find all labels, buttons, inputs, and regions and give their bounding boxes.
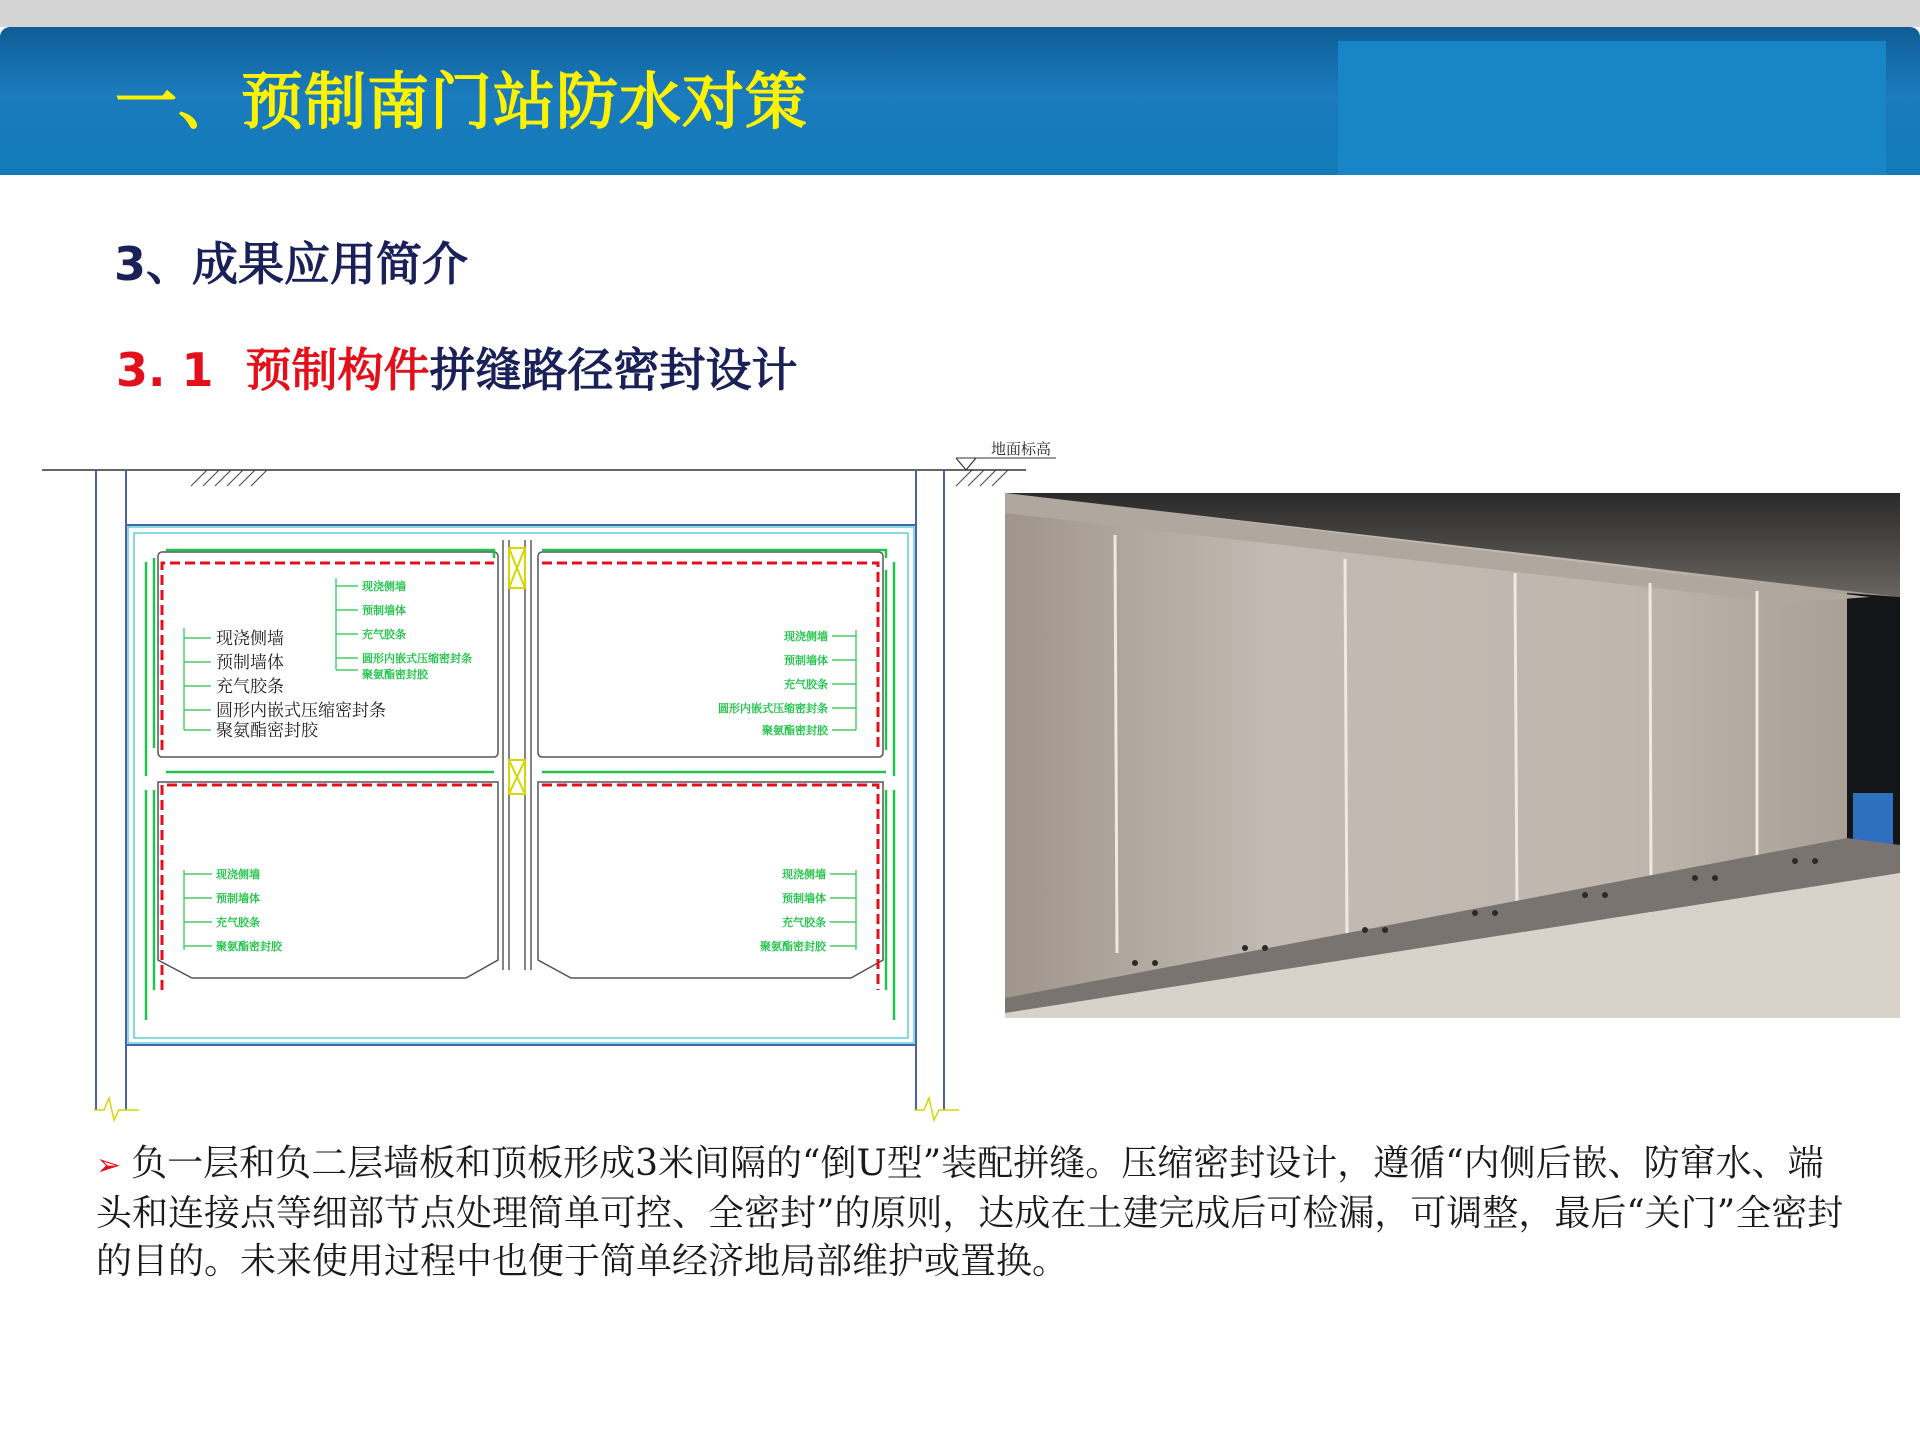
top-strip xyxy=(0,0,1920,27)
svg-text:现浇侧墙: 现浇侧墙 xyxy=(216,629,284,649)
slabs xyxy=(158,552,883,978)
svg-text:现浇侧墙: 现浇侧墙 xyxy=(782,868,826,881)
labels-bottom-right xyxy=(760,867,827,953)
labels-top-left-small xyxy=(361,579,472,681)
svg-text:聚氨酯密封胶: 聚氨酯密封胶 xyxy=(760,940,826,953)
slide-title: 一、预制南门站防水对策 xyxy=(115,65,809,138)
wall-rendering-image xyxy=(1005,493,1900,1025)
subsection-rest: 拼缝路径密封设计 xyxy=(429,343,798,397)
svg-text:现浇侧墙: 现浇侧墙 xyxy=(784,630,828,643)
cad-section-drawing xyxy=(36,430,1066,1130)
svg-text:预制墙体: 预制墙体 xyxy=(216,653,284,673)
retaining-walls xyxy=(96,470,944,1110)
svg-text:充气胶条: 充气胶条 xyxy=(782,916,826,929)
svg-text:充气胶条: 充气胶条 xyxy=(784,678,828,691)
svg-text:预制墙体: 预制墙体 xyxy=(782,892,826,905)
ground-hatch-left xyxy=(191,470,267,486)
leader-lines-br xyxy=(830,870,856,950)
svg-text:充气胶条: 充气胶条 xyxy=(216,916,260,929)
ground-elevation-label: 地面标高 xyxy=(991,440,1052,458)
labels-top-left xyxy=(216,629,386,741)
svg-text:聚氨酯密封胶: 聚氨酯密封胶 xyxy=(216,721,318,741)
labels-bottom-left xyxy=(215,867,283,953)
ground-elevation-marker xyxy=(956,440,1056,470)
svg-text:充气胶条: 充气胶条 xyxy=(362,628,406,641)
body-text: 负一层和负二层墙板和顶板形成3米间隔的“倒U型”装配拼缝。压缩密封设计，遵循“内侧后嵌、防窜水、端头和连接点等细部节点处理简单可控、全密封”的原则，达成在土建完成后可检漏，可调整，最后“关门”全密封的目的。未来使用过程中也便于简单经济地局部维护或置换。 xyxy=(96,1143,1844,1282)
center-column xyxy=(503,540,531,970)
svg-text:预制墙体: 预制墙体 xyxy=(216,892,260,905)
svg-text:预制墙体: 预制墙体 xyxy=(784,654,828,667)
subsection-title xyxy=(116,334,798,400)
leader-lines-tr xyxy=(832,630,856,730)
svg-text:圆形内嵌式压缩密封条: 圆形内嵌式压缩密封条 xyxy=(362,652,472,665)
svg-text:聚氨酯密封胶: 聚氨酯密封胶 xyxy=(216,940,282,953)
red-seal-lines xyxy=(162,563,878,990)
arrow-bullet-icon: ➢ xyxy=(96,1148,122,1183)
subsection-highlight: 预制构件 xyxy=(245,343,430,397)
svg-text:充气胶条: 充气胶条 xyxy=(216,677,284,697)
labels-top-right xyxy=(718,629,829,737)
svg-text:预制墙体: 预制墙体 xyxy=(362,604,406,617)
banner-panel xyxy=(1338,41,1886,175)
subsection-number: 3. 1 xyxy=(116,343,214,397)
svg-text:圆形内嵌式压缩密封条: 圆形内嵌式压缩密封条 xyxy=(216,701,386,721)
svg-text:聚氨酯密封胶: 聚氨酯密封胶 xyxy=(362,668,428,681)
body-paragraph xyxy=(96,1140,1856,1286)
svg-text:聚氨酯密封胶: 聚氨酯密封胶 xyxy=(762,724,828,737)
svg-text:现浇侧墙: 现浇侧墙 xyxy=(216,868,260,881)
svg-text:现浇侧墙: 现浇侧墙 xyxy=(362,580,406,593)
svg-text:圆形内嵌式压缩密封条: 圆形内嵌式压缩密封条 xyxy=(718,702,828,715)
leader-lines-bl xyxy=(184,870,212,950)
section-title: 3、成果应用简介 xyxy=(114,237,469,291)
ground-hatch-right xyxy=(956,470,1008,486)
